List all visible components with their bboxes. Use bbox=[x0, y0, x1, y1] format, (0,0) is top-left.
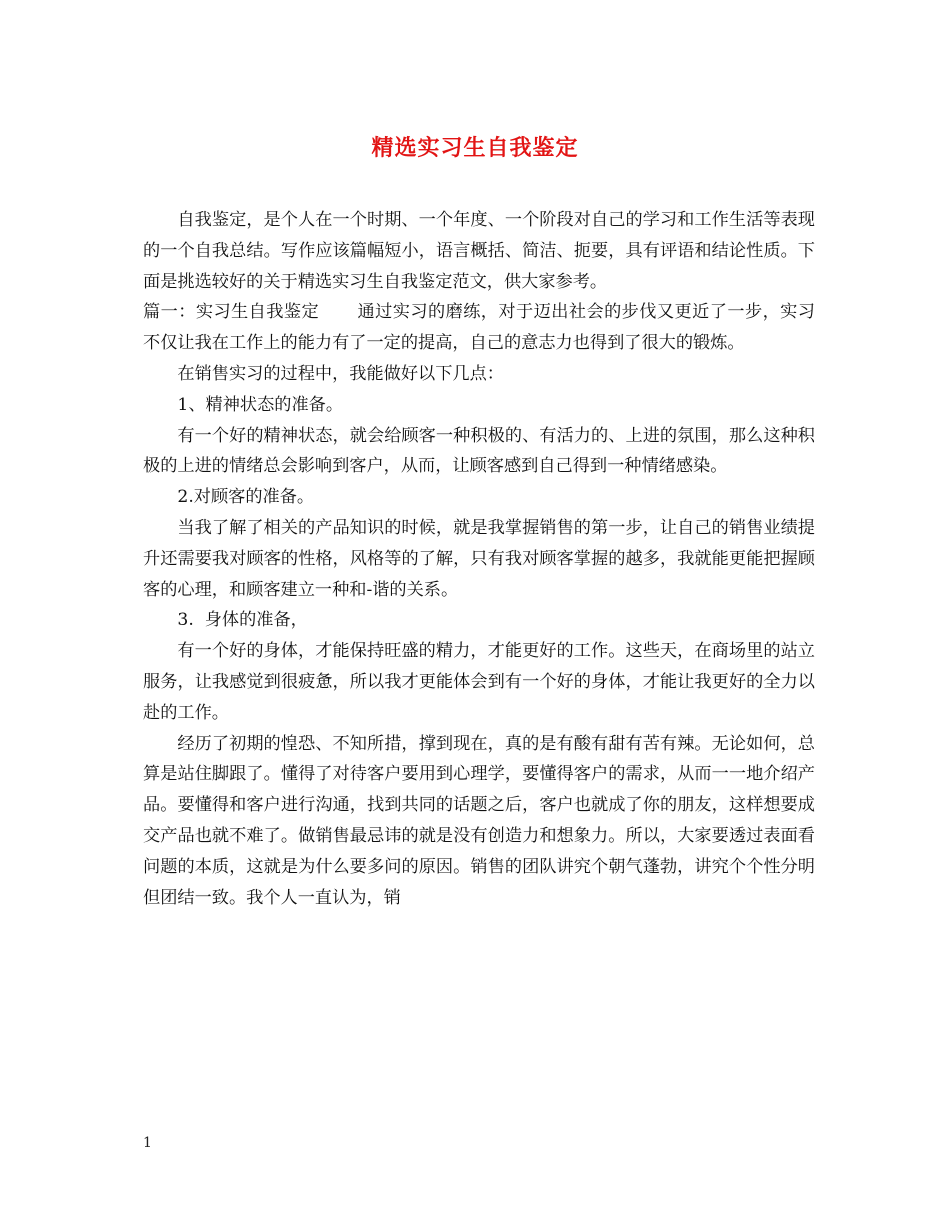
paragraph-section-one-text: 通过实习的磨练，对于迈出社会的步伐又更近了一步，实习不仅让我在工作上的能力有了一定的提高，自己的意志力也得到了很大的锻炼。 bbox=[143, 302, 815, 354]
paragraph-intro: 自我鉴定，是个人在一个时期、一个年度、一个阶段对自己的学习和工作生活等表现的一个自我总结。写作应该篇幅短小，语言概括、简洁、扼要，具有评语和结论性质。下面是挑选较好的关于精选实习生自我鉴定范文，供大家参考。 bbox=[143, 210, 815, 292]
point-heading-1: 1、精神状态的准备。 bbox=[177, 394, 344, 415]
paragraph-point-1: 有一个好的精神状态，就会给顾客一种积极的、有活力的、上进的氛围，那么这种积极的上进的情绪总会影响到客户，从而，让顾客感到自己得到一种情绪感染。 bbox=[143, 425, 815, 477]
paragraph-section-one bbox=[143, 297, 815, 359]
point-heading-3: 3. 身体的准备， bbox=[177, 610, 308, 631]
point-heading-2: 2.对顾客的准备。 bbox=[177, 487, 315, 508]
paragraph-experience: 经历了初期的惶恐、不知所措，撑到现在，真的是有酸有甜有苦有辣。无论如何，总算是站住脚跟了。懂得了对待客户要用到心理学，要懂得客户的需求，从而一一地介绍产品。要懂得和客户进行沟通，找到共同的话题之后，客户也就成了你的朋友，这样想要成交产品也就不难了。做销售最忌讳的就是没有创造力和想象力。所以，大家要透过表面看问题的本质，这就是为什么要多问的原因。销售的团队讲究个朝气蓬勃，讲究个个性分明但团结一致。我个人一直认为，销 bbox=[143, 733, 815, 908]
document-title: 精选实习生自我鉴定 bbox=[371, 135, 579, 161]
document-body bbox=[143, 205, 815, 913]
page-number: 1 bbox=[143, 1135, 152, 1151]
paragraph-points-intro: 在销售实习的过程中，我能做好以下几点： bbox=[177, 363, 504, 384]
paragraph-point-2: 当我了解了相关的产品知识的时候，就是我掌握销售的第一步，让自己的销售业绩提升还需要我对顾客的性格，风格等的了解，只有我对顾客掌握的越多，我就能更能把握顾客的心理，和顾客建立一种和-谐的关系。 bbox=[143, 517, 815, 600]
section-heading: 篇一：实习生自我鉴定 bbox=[143, 302, 320, 323]
paragraph-point-3: 有一个好的身体，才能保持旺盛的精力，才能更好的工作。这些天，在商场里的站立服务，让我感觉到很疲惫，所以我才更能体会到有一个好的身体，才能让我更好的全力以赴的工作。 bbox=[143, 641, 815, 723]
